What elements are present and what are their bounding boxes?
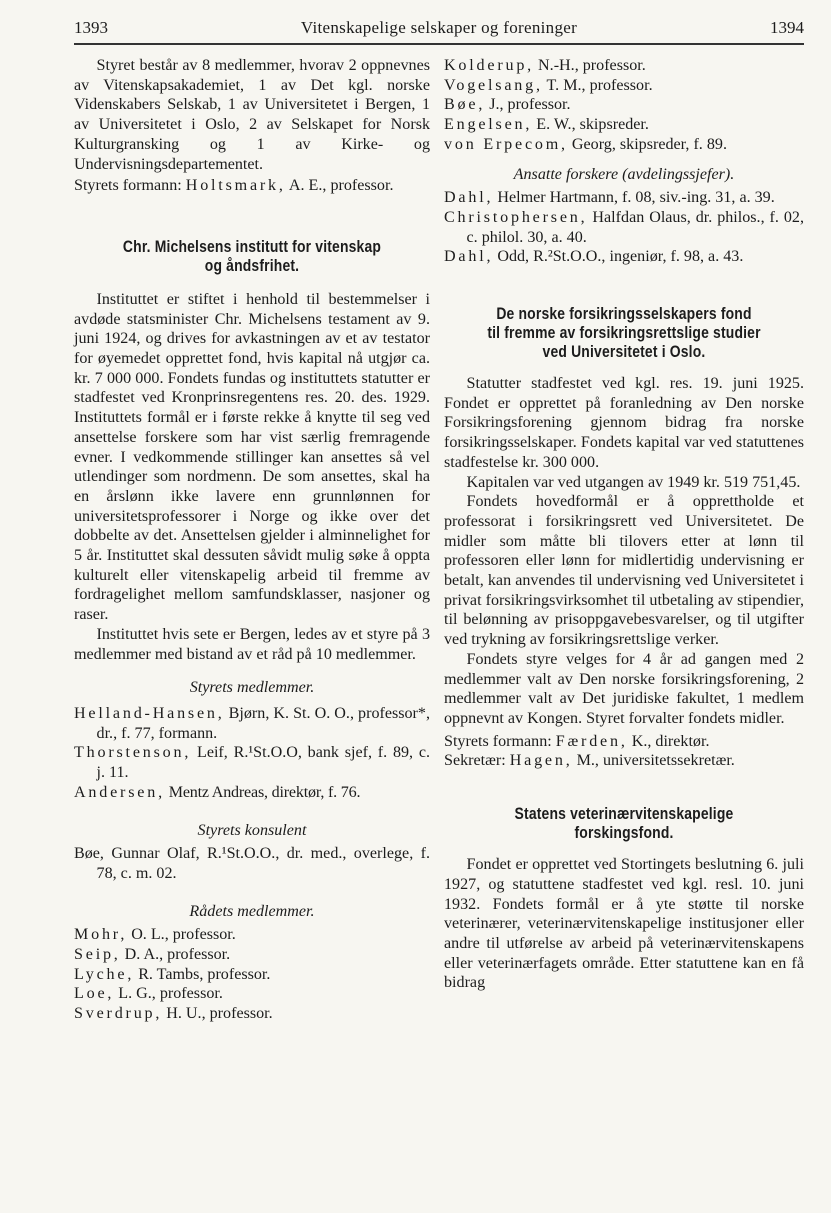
staff-member-0: Dahl, Helmer Hartmann, f. 08, siv.-ing. 31, a. 39. [444,189,775,207]
section-title-veterinaer-2: forskingsfond. [574,824,674,843]
board-member-2: Andersen, Mentz Andreas, direktør, f. 76. [74,783,361,801]
board-member-1: Thorstenson, Leif, R.¹St.O.O, bank sjef, f. 89, c. j. 11. [74,744,430,782]
forsikring-secretary-line: Sekretær: Hagen, M., universitetssekretær. [444,752,735,770]
section-title-veterinaer-1: Statens veterinærvitenskapelige [514,805,734,824]
right-column [444,56,804,993]
council-member-6: Vogelsang, T. M., professor. [444,76,653,94]
left-column [74,56,430,1024]
header-rule [74,43,804,45]
chair-label: Styrets formann: [74,177,182,195]
page-number-left: 1393 [74,18,108,37]
section-title-michelsen-1: Chr. Michelsens institutt for vitenskap [122,237,382,256]
page-number-right: 1394 [770,18,804,37]
consultant-entry: Bøe, Gunnar Olaf, R.¹St.O.O., dr. med., overlege, f. 78, c. m. 02. [74,845,430,882]
chair-title: A. E., professor. [288,177,394,195]
michelsen-paragraph-1: Instituttet er stiftet i henhold til bestemmelser i avdøde statsminister Chr. Michelsens testament av 9. juni 1924, og drives for avkastningen av et av testator for øyemedet opprettet fond, hvis kapital nå utgjør ca. kr. 7 000 000. Fondets fundas og instituttets statutter er stadfestet ved Kronprinsregentens res. 20. des. 1929. Instituttets formål er i første rekke å knytte til seg ved ansettelse forskere som har vist særlig fremragende evner. I vedkommende stillinger kan ansettes så vel utlendinger som nordmenn. De som ansettes, skal ha en årslønn ikke lavere enn grunnlønnen for universitetsprofessorer i Norge og ikke over det dobbelte av det. Ansettelsen gjelder i alminnelighet for 5 år. Instituttet skal dessuten såvidt mulig søke å oppta kulturelt eller vitenskapelig arbeid til fremme av fordragelighet mellom samfundsklasser, nasjoner og raser. [74,290,430,624]
board-member-0: Helland-Hansen, Bjørn, K. St. O. O., professor*, dr., f. 77, formann. [74,704,430,742]
forsikring-chair-line: Styrets formann: Færden, K., direktør. [444,732,710,750]
council-member-1: Seip, D. A., professor. [74,946,231,964]
council-member-5: Kolderup, N.-H., professor. [444,57,646,74]
staff-member-2: Dahl, Odd, R.²St.O.O., ingeniør, f. 98, a. 43. [444,248,744,266]
page-header [74,18,804,46]
council-heading: Rådets medlemmer. [189,902,315,920]
board-composition-paragraph: Styret består av 8 medlemmer, hvorav 2 oppnevnes av Vitenskapsakademiet, 1 av Det kgl. norske Videnskabers Selskab, 1 av Universitetet i Bergen, 1 av Universitetet i Oslo, 2 av Selskapet for Norsk Kulturgransking og 1 av Kirke- og Undervisningsdepartementet. [74,57,430,173]
forsikring-paragraph-1: Statutter stadfestet ved kgl. res. 19. juni 1925. Fondet er opprettet på foranledning av Den norske Forsikringsforening gjennom bidrag fra norske forsikringsselskaper. Fondets kapital var ved statuttenes stadfestelse kr. 300 000. [444,375,804,471]
forsikring-paragraph-4: Fondets styre velges for 4 år ad gangen med 2 medlemmer valt av Den norske forsikringsforening, 2 medlemmer valt av Det juridiske fakultet, 1 medlem oppnevnt av Kongen. Styret forvalter fondets midler. [444,650,804,727]
council-member-2: Lyche, R. Tambs, professor. [74,965,271,983]
chair-name: Holtsmark, [185,177,286,195]
forsikring-paragraph-3: Fondets hovedformål er å opprettholde et professorat i forsikringsrett ved Universitetet. De midler som måtte bli tilovers etter at lønn til professoren eller lønn for midlertidig undervisning er betalt, kan anvendes til undervisning ved Universitetet i privat forsikringsvirksomhet til utbetaling av stipendier, til belønning av prisoppgavebesvarelser, og til utgifter ved trykning av forsikringsrettslige verker. [444,493,804,649]
section-title-forsikring-2: til fremme av forsikringsrettslige studier [487,324,761,343]
staff-heading: Ansatte forskere (avdelingssjefer). [513,165,735,183]
council-member-3: Loe, L. G., professor. [74,985,223,1003]
staff-member-1: Christophersen, Halfdan Olaus, dr. philos., f. 02, c. philol. 30, a. 40. [444,208,804,246]
consultant-heading: Styrets konsulent [197,821,307,839]
section-title-forsikring-3: ved Universitetet i Oslo. [542,343,706,362]
section-title-michelsen-2: og åndsfrihet. [204,256,300,275]
section-title-forsikring-1: De norske forsikringsselskapers fond [496,305,752,324]
running-title: Vitenskapelige selskaper og foreninger [300,18,578,37]
board-heading: Styrets medlemmer. [189,679,315,697]
michelsen-paragraph-2: Instituttet hvis sete er Bergen, ledes av et styre på 3 medlemmer med bistand av et råd på 10 medlemmer. [74,625,430,663]
forsikring-paragraph-2: Kapitalen var ved utgangen av 1949 kr. 519 751,45. [466,473,801,491]
council-member-0: Mohr, O. L., professor. [74,926,236,944]
council-member-4: Sverdrup, H. U., professor. [74,1005,273,1023]
veterinaer-paragraph-1: Fondet er opprettet ved Stortingets beslutning 6. juli 1927, og statuttene stadfestet ved kgl. resl. 10. juni 1932. Fondets formål er å yte støtte til norske veterinærer, veterinærvitenskapelige institusjoner eller andre til utførelse av arbeid på veterinærvitenskapens eller veterinærfagets område. Etter statuttene kan en få bidrag [444,856,804,992]
council-member-9: von Erpecom, Georg, skipsreder, f. 89. [444,135,727,153]
chair-line [74,176,430,196]
council-member-8: Engelsen, E. W., skipsreder. [444,116,649,134]
council-member-7: Bøe, J., professor. [444,96,571,114]
